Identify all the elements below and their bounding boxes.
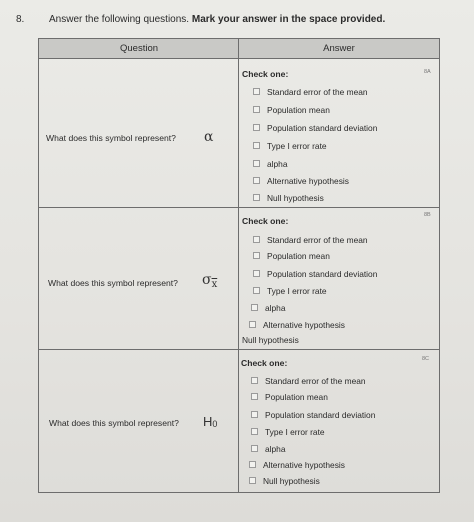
checkbox[interactable] <box>253 252 260 259</box>
option-type-i-error[interactable] <box>253 286 327 296</box>
option-null-hypothesis[interactable] <box>249 476 320 486</box>
checkbox[interactable] <box>253 106 260 113</box>
checkbox[interactable] <box>253 287 260 294</box>
check-one-label: Check one: <box>241 358 288 368</box>
option-population-mean[interactable] <box>251 392 328 402</box>
option-label: Alternative hypothesis <box>263 460 345 470</box>
row-question: What does this symbol represent? <box>49 418 179 428</box>
option-label: Population standard deviation <box>265 410 376 420</box>
option-null-hypothesis[interactable] <box>253 193 324 203</box>
option-label: Alternative hypothesis <box>267 176 349 186</box>
option-standard-error[interactable] <box>253 235 368 245</box>
instruction-prefix: Answer the following questions. <box>49 14 190 25</box>
option-population-mean[interactable] <box>253 105 330 115</box>
option-alpha[interactable] <box>251 444 286 454</box>
option-label: Population mean <box>267 105 330 115</box>
option-label: alpha <box>265 303 286 313</box>
option-label: Standard error of the mean <box>265 376 366 386</box>
option-label: Standard error of the mean <box>267 87 368 97</box>
checkbox[interactable] <box>253 270 260 277</box>
row-question: What does this symbol represent? <box>46 133 176 143</box>
option-standard-error[interactable] <box>251 376 366 386</box>
table-row-8c <box>39 350 439 493</box>
checkbox[interactable] <box>253 177 260 184</box>
check-one-label: Check one: <box>242 216 289 226</box>
option-label: Alternative hypothesis <box>263 320 345 330</box>
option-population-sd[interactable] <box>253 123 377 133</box>
header-question: Question <box>119 43 159 54</box>
check-one-label: Check one: <box>242 69 289 79</box>
option-alpha[interactable] <box>251 303 286 313</box>
row-tag: 8B <box>424 212 431 218</box>
table-row-8a <box>39 59 439 207</box>
option-standard-error[interactable] <box>253 87 368 97</box>
option-population-mean[interactable] <box>253 251 330 261</box>
checkbox[interactable] <box>251 411 258 418</box>
option-label: Population mean <box>265 392 328 402</box>
option-type-i-error[interactable] <box>253 141 327 151</box>
row-tag: 8A <box>424 69 431 75</box>
checkbox[interactable] <box>251 377 258 384</box>
checkbox[interactable] <box>253 124 260 131</box>
symbol-h: H <box>203 414 213 429</box>
checkbox[interactable] <box>253 236 260 243</box>
header-answer: Answer <box>323 43 355 54</box>
checkbox[interactable] <box>249 477 256 484</box>
symbol-sigma: σ <box>202 272 212 288</box>
option-label: Standard error of the mean <box>267 235 368 245</box>
option-population-sd[interactable] <box>253 269 377 279</box>
checkbox[interactable] <box>249 321 256 328</box>
option-alpha[interactable] <box>253 159 288 169</box>
question-number: 8. <box>16 14 25 25</box>
table-row-8b <box>39 208 439 349</box>
checkbox[interactable] <box>251 393 258 400</box>
checkbox[interactable] <box>253 160 260 167</box>
option-label: alpha <box>267 159 288 169</box>
option-alternative-hypothesis[interactable] <box>249 320 345 330</box>
option-null-hypothesis[interactable]: Null hypothesis <box>242 335 299 345</box>
row-tag: 8C <box>422 356 430 362</box>
checkbox[interactable] <box>249 461 256 468</box>
table-header <box>39 39 439 59</box>
option-alternative-hypothesis[interactable] <box>253 176 349 186</box>
symbol-h-subscript: 0 <box>212 419 218 429</box>
option-population-sd[interactable] <box>251 410 375 420</box>
option-label: Type I error rate <box>265 427 325 437</box>
checkbox[interactable] <box>253 194 260 201</box>
option-label: Type I error rate <box>267 141 327 151</box>
symbol-alpha: α <box>204 129 214 145</box>
checkbox[interactable] <box>253 88 260 95</box>
symbol-h0 <box>203 414 217 429</box>
symbol-xbar-subscript: x <box>211 279 218 290</box>
instruction-emphasis: Mark your answer in the space provided. <box>191 14 386 25</box>
option-label: Population standard deviation <box>267 269 378 279</box>
option-type-i-error[interactable] <box>251 427 325 437</box>
checkbox[interactable] <box>253 142 260 149</box>
question-instruction <box>49 14 385 25</box>
checkbox[interactable] <box>251 445 258 452</box>
option-label: Null hypothesis <box>263 476 320 486</box>
option-label: Type I error rate <box>267 286 327 296</box>
answer-table <box>38 38 440 493</box>
option-label: alpha <box>265 444 286 454</box>
option-label: Null hypothesis <box>267 193 324 203</box>
symbol-sigma-xbar <box>202 272 217 290</box>
row-question: What does this symbol represent? <box>48 278 178 288</box>
option-label: Population standard deviation <box>267 123 378 133</box>
checkbox[interactable] <box>251 428 258 435</box>
option-alternative-hypothesis[interactable] <box>249 460 345 470</box>
checkbox[interactable] <box>251 304 258 311</box>
option-label: Population mean <box>267 251 330 261</box>
